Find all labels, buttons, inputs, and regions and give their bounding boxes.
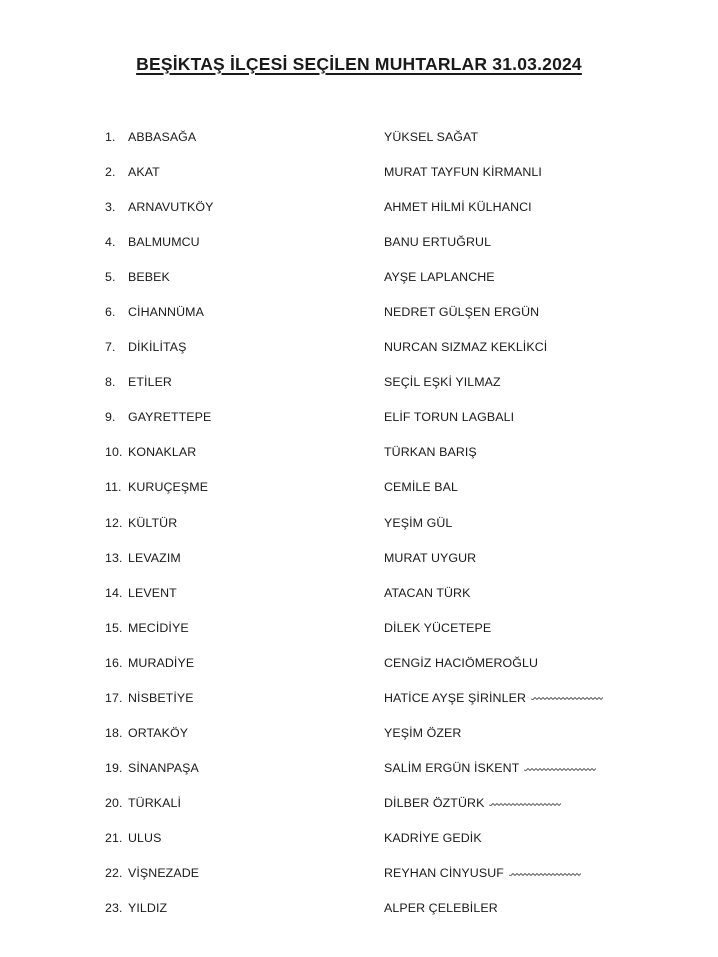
item-number: 2. xyxy=(105,165,116,180)
mayor-name: NURCAN SIZMAZ KEKLİKCİ xyxy=(384,340,548,355)
mayor-cell xyxy=(384,305,539,319)
handwritten-mark-icon xyxy=(509,871,581,877)
mayor-name: SEÇİL EŞKİ YILMAZ xyxy=(384,375,501,390)
list-item xyxy=(0,722,718,757)
item-number: 5. xyxy=(105,270,116,285)
neighborhood-name: KURUÇEŞME xyxy=(128,480,209,495)
mayor-cell xyxy=(384,480,458,494)
list-item xyxy=(0,301,718,336)
list-item xyxy=(0,547,718,582)
mayor-name: TÜRKAN BARIŞ xyxy=(384,445,477,460)
muhtar-list xyxy=(0,126,718,932)
list-item xyxy=(0,476,718,511)
mayor-cell xyxy=(384,901,498,915)
neighborhood-name: SİNANPAŞA xyxy=(128,760,199,775)
mayor-name: MURAT TAYFUN KİRMANLI xyxy=(384,165,542,180)
handwritten-mark-icon xyxy=(531,695,603,701)
list-item xyxy=(0,757,718,792)
list-item xyxy=(0,266,718,301)
mayor-name: CENGİZ HACIÖMEROĞLU xyxy=(384,655,539,670)
mayor-name: MURAT UYGUR xyxy=(384,550,477,565)
neighborhood-name: BALMUMCU xyxy=(128,235,200,250)
mayor-name: AYŞE LAPLANCHE xyxy=(384,270,495,285)
mayor-cell xyxy=(384,656,538,670)
mayor-name: YEŞİM GÜL xyxy=(384,515,453,530)
item-number: 12. xyxy=(105,515,123,530)
neighborhood-name: NİSBETİYE xyxy=(128,690,194,705)
mayor-name: KADRİYE GEDİK xyxy=(384,830,482,845)
neighborhood-name: YILDIZ xyxy=(128,901,168,916)
mayor-cell xyxy=(384,691,603,705)
mayor-cell xyxy=(384,445,477,459)
list-item xyxy=(0,582,718,617)
item-number: 15. xyxy=(105,620,123,635)
mayor-name: YEŞİM ÖZER xyxy=(384,725,462,740)
neighborhood-name: LEVAZIM xyxy=(128,550,181,565)
mayor-cell xyxy=(384,621,491,635)
mayor-cell xyxy=(384,340,547,354)
mayor-name: DİLEK YÜCETEPE xyxy=(384,620,492,635)
neighborhood-name: ETİLER xyxy=(128,375,172,390)
neighborhood-name: KÜLTÜR xyxy=(128,515,178,530)
item-number: 7. xyxy=(105,340,116,355)
mayor-cell xyxy=(384,200,532,214)
list-item xyxy=(0,687,718,722)
neighborhood-name: VİŞNEZADE xyxy=(128,865,200,880)
item-number: 22. xyxy=(105,865,123,880)
item-number: 17. xyxy=(105,690,123,705)
mayor-name: HATİCE AYŞE ŞİRİNLER xyxy=(384,690,527,705)
list-item xyxy=(0,792,718,827)
mayor-name: BANU ERTUĞRUL xyxy=(384,235,492,250)
list-item xyxy=(0,161,718,196)
item-number: 1. xyxy=(105,130,116,144)
document-title-text: BEŞİKTAŞ İLÇESİ SEÇİLEN MUHTARLAR 31.03.2024 xyxy=(136,54,582,74)
mayor-name: NEDRET GÜLŞEN ERGÜN xyxy=(384,305,540,320)
neighborhood-name: TÜRKALİ xyxy=(128,795,182,810)
mayor-name: ALPER ÇELEBİLER xyxy=(384,901,498,916)
mayor-cell xyxy=(384,551,476,565)
mayor-cell xyxy=(384,761,596,775)
neighborhood-name: MURADİYE xyxy=(128,655,195,670)
neighborhood-name: BEBEK xyxy=(128,270,170,285)
neighborhood-name: ULUS xyxy=(128,830,162,845)
list-item xyxy=(0,441,718,476)
item-number: 13. xyxy=(105,550,123,565)
mayor-cell xyxy=(384,866,581,880)
neighborhood-name: ABBASAĞA xyxy=(128,130,197,144)
list-item xyxy=(0,196,718,231)
mayor-cell xyxy=(384,586,470,600)
neighborhood-name: MECİDİYE xyxy=(128,620,189,635)
mayor-name: DİLBER ÖZTÜRK xyxy=(384,795,485,810)
item-number: 9. xyxy=(105,410,116,425)
neighborhood-name: DİKİLİTAŞ xyxy=(128,340,187,355)
neighborhood-name: ORTAKÖY xyxy=(128,725,189,740)
neighborhood-name: ARNAVUTKÖY xyxy=(128,200,214,215)
item-number: 8. xyxy=(105,375,116,390)
mayor-cell xyxy=(384,375,501,389)
neighborhood-name: CİHANNÜMA xyxy=(128,305,204,320)
item-number: 16. xyxy=(105,655,123,670)
mayor-cell xyxy=(384,516,452,530)
neighborhood-name: GAYRETTEPE xyxy=(128,410,212,425)
mayor-name: REYHAN CİNYUSUF xyxy=(384,865,504,880)
item-number: 14. xyxy=(105,585,123,600)
mayor-name: YÜKSEL SAĞAT xyxy=(384,130,479,144)
list-item xyxy=(0,231,718,266)
neighborhood-name: KONAKLAR xyxy=(128,445,197,460)
mayor-name: SALİM ERGÜN İSKENT xyxy=(384,760,520,775)
item-number: 21. xyxy=(105,830,123,845)
list-item xyxy=(0,126,718,161)
list-item xyxy=(0,512,718,547)
mayor-cell xyxy=(384,796,561,810)
neighborhood-name: AKAT xyxy=(128,165,160,180)
mayor-cell xyxy=(384,831,482,845)
mayor-cell xyxy=(384,235,491,249)
list-item xyxy=(0,862,718,897)
item-number: 10. xyxy=(105,445,123,460)
item-number: 18. xyxy=(105,725,123,740)
document-title xyxy=(0,54,718,75)
item-number: 23. xyxy=(105,901,123,916)
list-item xyxy=(0,897,718,932)
item-number: 19. xyxy=(105,760,123,775)
mayor-name: ELİF TORUN LAGBALI xyxy=(384,410,515,425)
list-item xyxy=(0,336,718,371)
list-item xyxy=(0,371,718,406)
mayor-name: AHMET HİLMİ KÜLHANCI xyxy=(384,200,532,215)
mayor-cell xyxy=(384,130,478,144)
mayor-name: ATACAN TÜRK xyxy=(384,585,471,600)
list-item xyxy=(0,617,718,652)
mayor-name: CEMİLE BAL xyxy=(384,480,458,495)
list-item xyxy=(0,652,718,687)
item-number: 6. xyxy=(105,305,116,320)
neighborhood-name: LEVENT xyxy=(128,585,177,600)
mayor-cell xyxy=(384,410,514,424)
item-number: 4. xyxy=(105,235,116,250)
item-number: 3. xyxy=(105,200,116,215)
handwritten-mark-icon xyxy=(524,766,596,772)
item-number: 11. xyxy=(105,480,122,495)
handwritten-mark-icon xyxy=(489,801,561,807)
mayor-cell xyxy=(384,270,495,284)
list-item xyxy=(0,827,718,862)
mayor-cell xyxy=(384,165,542,179)
mayor-cell xyxy=(384,726,461,740)
list-item xyxy=(0,406,718,441)
item-number: 20. xyxy=(105,795,123,810)
